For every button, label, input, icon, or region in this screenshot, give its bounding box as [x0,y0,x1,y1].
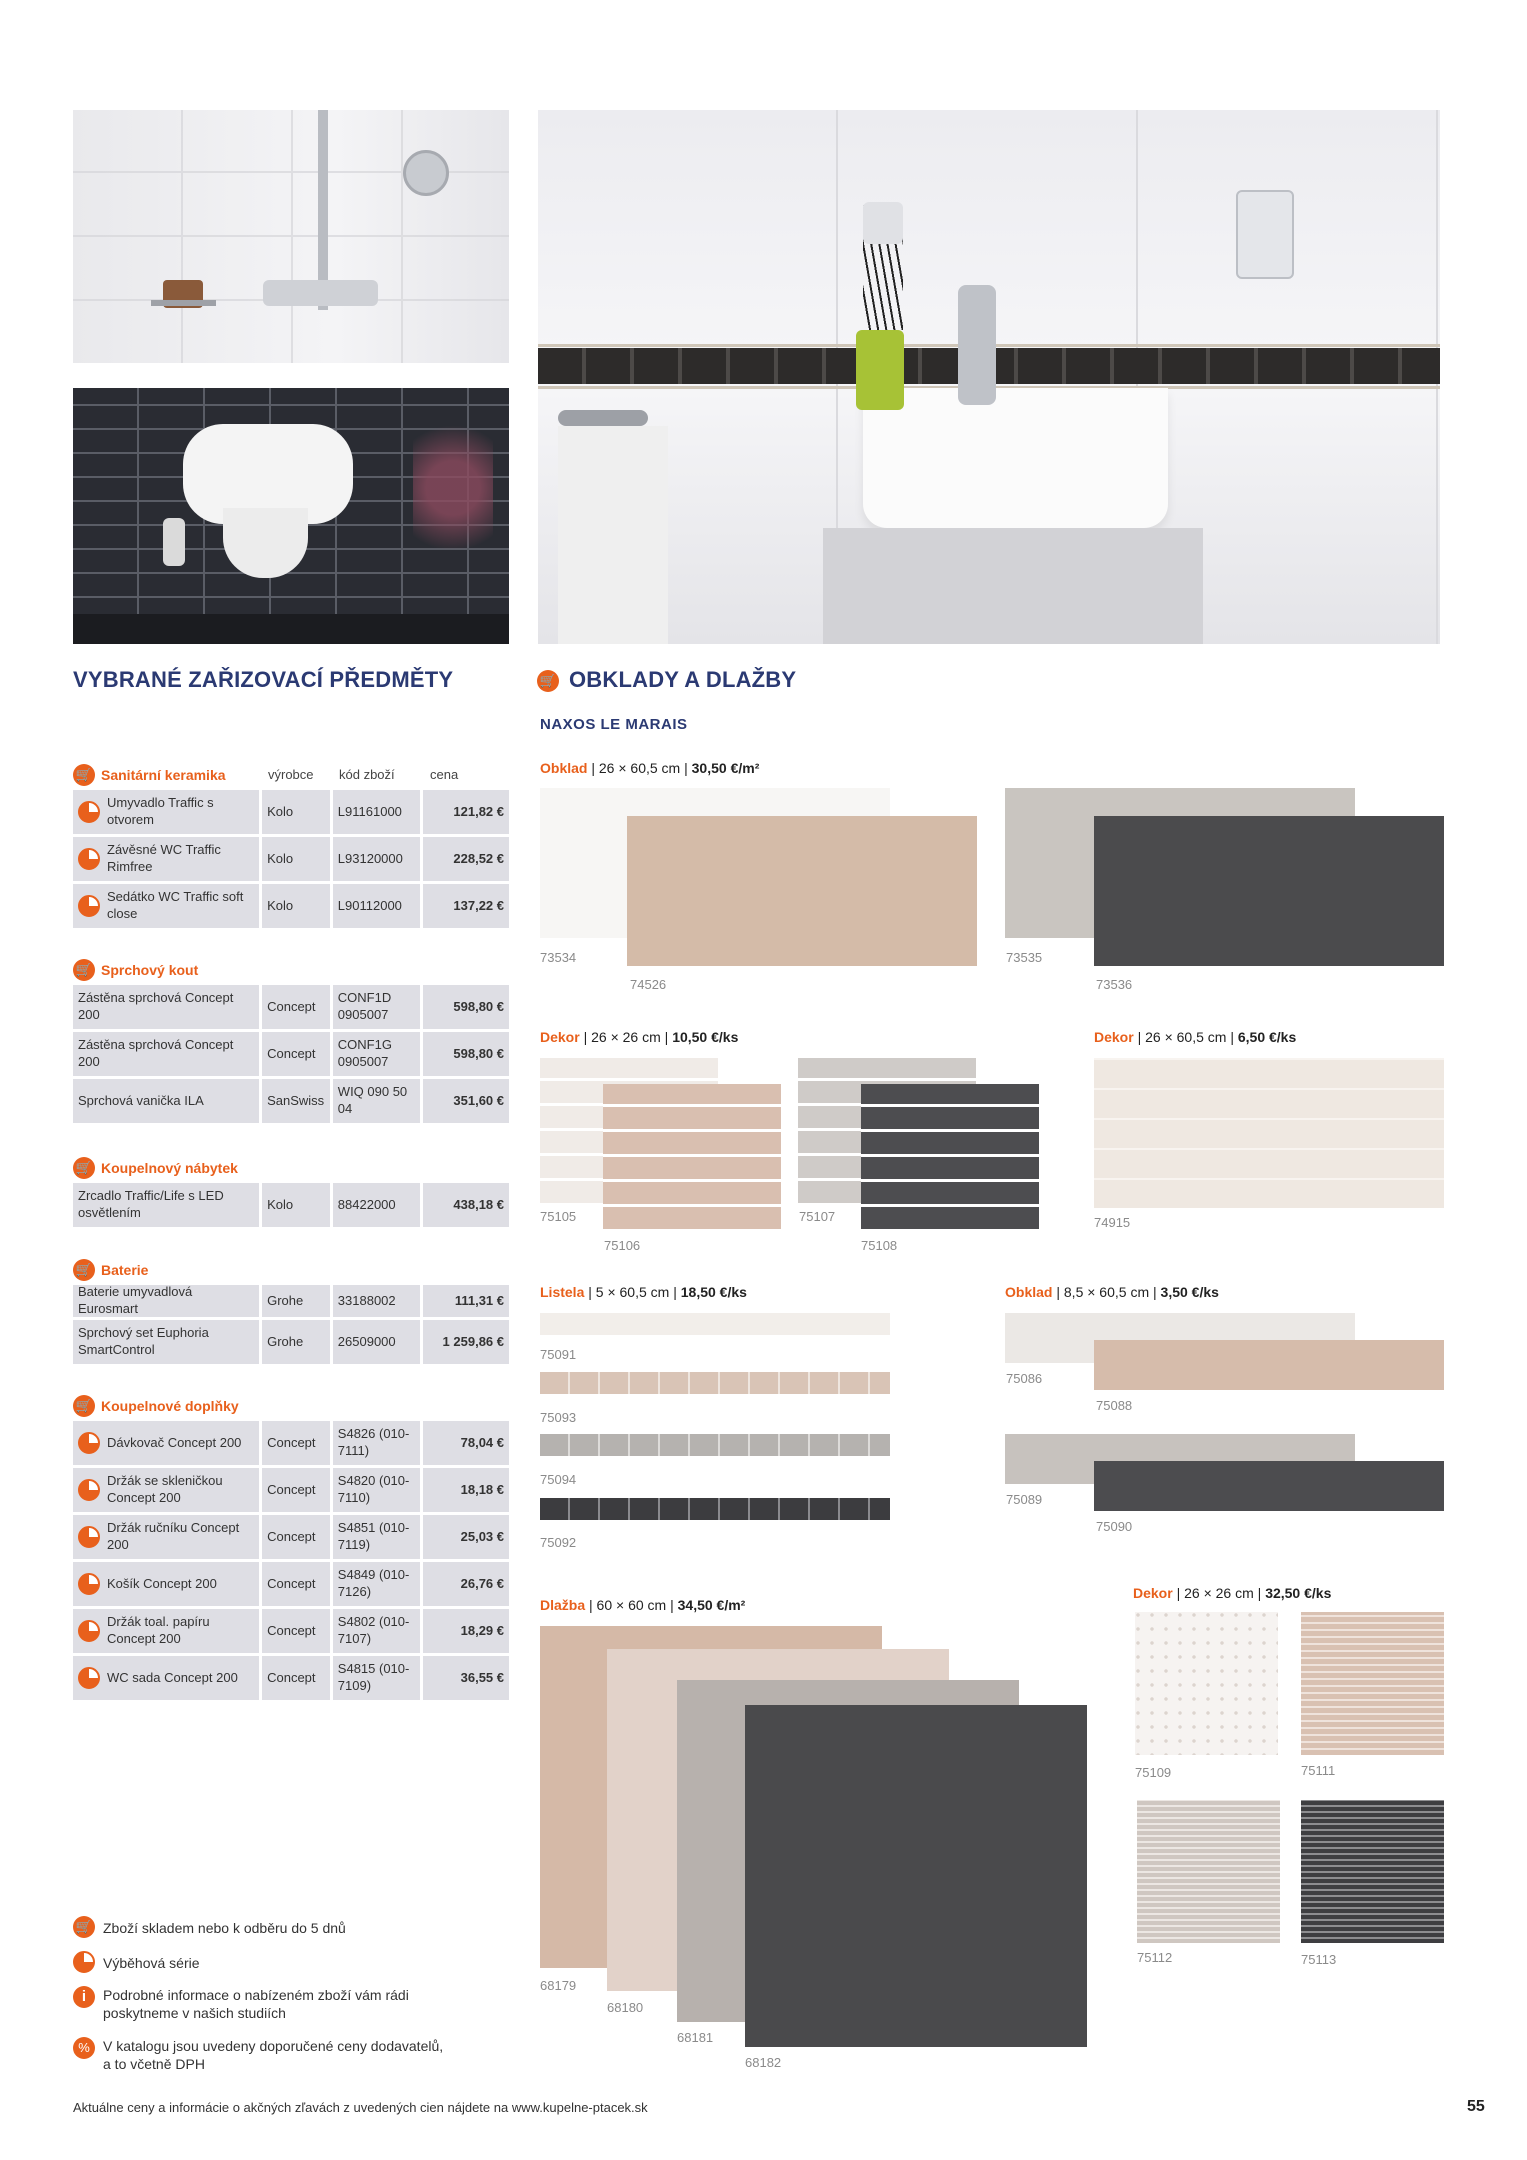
col-manufacturer: výrobce [268,767,314,782]
table-row: Baterie umyvadlová Eurosmart Grohe 33188002 111,31 € [73,1285,509,1317]
left-title: VYBRANÉ ZAŘIZOVACÍ PŘEDMĚTY [73,667,454,692]
code-75113: 75113 [1301,1952,1337,1967]
category-header: 🛒 Sprchový kout [73,959,198,981]
table-row: Držák toal. papíru Concept 200 Concept S4802 (010-7107) 18,29 € [73,1609,509,1653]
subtitle: NAXOS LE MARAIS [540,716,688,733]
tile-75088 [1094,1340,1444,1390]
legend-prices: % V katalogu jsou uvedeny doporučené ceny dodavatelů, a to včetně DPH [73,2037,453,2073]
cart-icon: 🛒 [537,670,559,692]
page-number: 55 [1467,2098,1485,2115]
tile-75112 [1137,1800,1280,1943]
code-75093: 75093 [540,1410,577,1425]
table-row: Sedátko WC Traffic soft close Kolo L90112000 137,22 € [73,884,509,928]
spec-obklad: Obklad | 8,5 × 60,5 cm | 3,50 €/ks [1005,1284,1219,1300]
code-75105: 75105 [540,1209,577,1224]
category-header: 🛒 Koupelnový nábytek [73,1157,238,1179]
tile-75108 [861,1084,1039,1229]
cart-icon: 🛒 [73,1916,95,1938]
washbasin-photo [538,110,1440,644]
spec-obklad: Obklad | 26 × 60,5 cm | 30,50 €/m² [540,760,760,776]
tile-75091 [540,1313,890,1335]
info-icon: i [73,1986,95,2008]
code-75109: 75109 [1135,1765,1172,1780]
code-75088: 75088 [1096,1398,1133,1413]
pie-icon [78,848,100,870]
code-68181: 68181 [677,2030,714,2045]
table-row: Zástěna sprchová Concept 200 Concept CONF1G 0905007 598,80 € [73,1032,509,1076]
tile-75106 [603,1084,781,1229]
table-row: Závěsné WC Traffic Rimfree Kolo L93120000 228,52 € [73,837,509,881]
code-75092: 75092 [540,1535,577,1550]
table-row: Zrcadlo Traffic/Life s LED osvětlením Kolo 88422000 438,18 € [73,1183,509,1227]
table-row: Sprchový set Euphoria SmartControl Grohe 26509000 1 259,86 € [73,1320,509,1364]
code-68180: 68180 [607,2000,644,2015]
tile-68182 [745,1705,1087,2047]
cart-icon: 🛒 [73,1259,95,1281]
tile-75090 [1094,1461,1444,1511]
pie-icon [78,1526,100,1548]
pie-icon [78,801,100,823]
pie-icon [78,1432,100,1454]
table-row: WC sada Concept 200 Concept S4815 (010-7109) 36,55 € [73,1656,509,1700]
pie-icon [78,1620,100,1642]
code-68179: 68179 [540,1978,577,1993]
code-75111: 75111 [1301,1763,1336,1778]
shower-photo [73,110,509,363]
legend-runout: Výběhová série [73,1951,433,1973]
code-75090: 75090 [1096,1519,1133,1534]
code-73534: 73534 [540,950,577,965]
tile-74526 [627,816,977,966]
col-price: cena [430,767,459,782]
category-header: 🛒 Sanitární keramika [73,764,226,786]
code-75094: 75094 [540,1472,577,1487]
code-73535: 73535 [1006,950,1043,965]
code-75108: 75108 [861,1238,898,1253]
tile-75092 [540,1498,890,1520]
table-row: Držák se skleničkou Concept 200 Concept S4820 (010-7110) 18,18 € [73,1468,509,1512]
code-75086: 75086 [1006,1371,1043,1386]
tile-74915 [1094,1058,1444,1208]
tile-75109 [1135,1612,1278,1755]
tile-75111 [1301,1612,1444,1755]
code-68182: 68182 [745,2055,782,2070]
cart-icon: 🛒 [73,959,95,981]
pie-icon [78,1479,100,1501]
table-row: Držák ručníku Concept 200 Concept S4851 (010-7119) 25,03 € [73,1515,509,1559]
pie-icon [73,1951,95,1973]
cart-icon: 🛒 [73,764,95,786]
code-75089: 75089 [1006,1492,1043,1507]
pie-icon [78,1667,100,1689]
spec-listela: Listela | 5 × 60,5 cm | 18,50 €/ks [540,1284,747,1300]
spec-dekor: Dekor | 26 × 60,5 cm | 6,50 €/ks [1094,1029,1297,1045]
tile-73536 [1094,816,1444,966]
percent-icon: % [73,2037,95,2059]
legend-stock: 🛒 Zboží skladem nebo k odběru do 5 dnů [73,1916,433,1938]
code-75106: 75106 [604,1238,641,1253]
tile-75094 [540,1434,890,1456]
legend-info: i Podrobné informace o nabízeném zboží vám rádi poskytneme v našich studiích [73,1986,453,2022]
col-code: kód zboží [339,767,395,782]
category-header: 🛒 Koupelnové doplňky [73,1395,239,1417]
wc-photo [73,388,509,644]
code-73536: 73536 [1096,977,1133,992]
table-row: Sprchová vanička ILA SanSwiss WIQ 090 50 04 351,60 € [73,1079,509,1123]
code-75091: 75091 [540,1347,577,1362]
tile-75113 [1301,1800,1444,1943]
table-row: Umyvadlo Traffic s otvorem Kolo L91161000 121,82 € [73,790,509,834]
category-header: 🛒 Baterie [73,1259,148,1281]
pie-icon [78,1573,100,1595]
cart-icon: 🛒 [73,1157,95,1179]
pie-icon [78,895,100,917]
code-74526: 74526 [630,977,667,992]
spec-dekor: Dekor | 26 × 26 cm | 10,50 €/ks [540,1029,739,1045]
footer-note: Aktuálne ceny a informácie o akčných zľavách z uvedených cien nájdete na www.kupelne-ptacek.sk [73,2100,648,2115]
spec-dlazba: Dlažba | 60 × 60 cm | 34,50 €/m² [540,1597,746,1613]
code-75107: 75107 [799,1209,836,1224]
table-row: Dávkovač Concept 200 Concept S4826 (010-7111) 78,04 € [73,1421,509,1465]
spec-dekor: Dekor | 26 × 26 cm | 32,50 €/ks [1133,1585,1332,1601]
table-row: Košík Concept 200 Concept S4849 (010-7126) 26,76 € [73,1562,509,1606]
code-74915: 74915 [1094,1215,1131,1230]
tile-75093 [540,1372,890,1394]
table-row: Zástěna sprchová Concept 200 Concept CONF1D 0905007 598,80 € [73,985,509,1029]
cart-icon: 🛒 [73,1395,95,1417]
right-title: OBKLADY A DLAŽBY [569,667,797,692]
code-75112: 75112 [1137,1950,1173,1965]
